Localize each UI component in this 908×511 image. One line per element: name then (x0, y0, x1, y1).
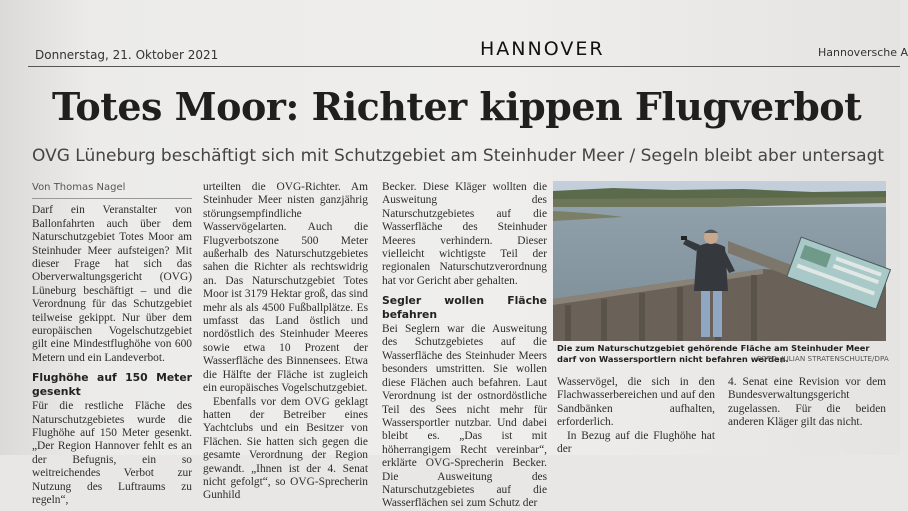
paragraph: Becker. Diese Kläger wollten die Ausweitung des Naturschutzgebietes auf die Wasserfläche des Steinhuder Meeres verhindern. Dieser vielleicht wichtigste Teil der regionalen Naturschutzverordnung hat vor Gericht aber gehalten. (382, 181, 547, 287)
article-column-4 (557, 376, 715, 456)
article-column-3 (382, 181, 547, 511)
column-subhead: Segler wollen Fläche befahren (382, 294, 547, 321)
byline: Von Thomas Nagel (32, 181, 192, 199)
paragraph: In Bezug auf die Flughöhe hat der (557, 429, 715, 456)
paragraph: Ebenfalls vor dem OVG geklagt hatten der Betreiber eines Yachtclubs und ein Besitzer von Flächen. Sie hatten sich gegen die gesamte Verordnung der Region gewandt. „Ihnen ist der 4. Senat nicht gefolgt“, so OVG-Sprecherin Gunhild (203, 395, 368, 502)
article-photo (553, 181, 886, 341)
article-headline: Totes Moor: Richter kippen Flugverbot (52, 84, 862, 129)
paragraph: Darf ein Veranstalter von Ballonfahrten auch über dem Naturschutzgebiet Totes Moor am Steinhuder Meer aufsteigen? Mit dieser Frage hat sich das Oberverwaltungsgericht (OVG) Lüneburg beschäftigt – und die Verordnung für das Schutzgebiet teilweise gekippt. Nur über dem europäischen Vogelschutzgebiet gilt eine Mindestflughöhe von 600 Metern und ein Landeverbot. (32, 204, 192, 364)
column-subhead: Flughöhe auf 150 Meter gesenkt (32, 371, 192, 398)
photo-credit: FOTO: JULIAN STRATENSCHULTE/DPA (757, 354, 889, 363)
lake-photo-illustration (553, 181, 886, 341)
photo-caption: Die zum Naturschutzgebiet gehörende Fläche am Steinhuder Meer darf von Wassersportlern nicht befahren werden. (557, 343, 870, 364)
newspaper-name: Hannoversche A (818, 46, 908, 59)
issue-date: Donnerstag, 21. Oktober 2021 (35, 48, 219, 62)
header-rule (28, 66, 900, 67)
article-subheadline: OVG Lüneburg beschäftigt sich mit Schutzgebiet am Steinhuder Meer / Segeln bleibt aber untersagt (32, 146, 885, 166)
paragraph: Bei Seglern war die Ausweitung des Schutzgebietes auf die Wasserfläche des Steinhuder Meers besonders umstritten. Sie wollen diese Flächen auch befahren. Laut Verordnung ist der ostnordöstliche Teil des Sees nicht mehr für Wassersportler nutzbar. Und dabei bleibt es. „Das ist mit höherrangigem Recht vereinbar“, erklärte OVG-Sprecherin Becker. Die Ausweitung des Naturschutzgebietes auf die Wasserflächen sei zum Schutz der (382, 323, 547, 510)
article-column-1 (32, 181, 192, 507)
paragraph: Wasservögel, die sich in den Flachwasserbereichen und auf den Sandbänken aufhalten, erforderlich. (557, 376, 715, 429)
article-column-2 (203, 181, 368, 503)
paragraph: urteilten die OVG-Richter. Am Steinhuder Meer nisten ganzjährig störungsempfindliche Wasservögelarten. Auch die Flugverbotszone 500 Meter außerhalb des Naturschutzgebietes sahen die Richter als rechtswidrig an. Das Naturschutzgebiet Totes Moor ist 3179 Hektar groß, das sind mehr als als 4500 Fußballplätze. Es umfasst das Land östlich und nordöstlich des Steinhuder Meeres sowie etwa 10 Prozent der Wasserfläche des Binnensees. Etwa die Hälfte der Fläche ist zugleich ein europäisches Vogelschutzgebiet. (203, 181, 368, 395)
section-title: HANNOVER (480, 38, 605, 60)
paragraph: Für die restliche Fläche des Naturschutzgebietes wurde die Flughöhe auf 150 Meter gesenkt. „Der Region Hannover fehlt es an der Befugnis, ein so weitreichendes Verbot zur Nutzung des Luftraums zu regeln“, (32, 400, 192, 506)
paragraph: 4. Senat eine Revision vor dem Bundesverwaltungsgericht zugelassen. Für die beiden anderen Kläger gilt das nicht. (728, 376, 886, 429)
article-column-5 (728, 376, 886, 430)
